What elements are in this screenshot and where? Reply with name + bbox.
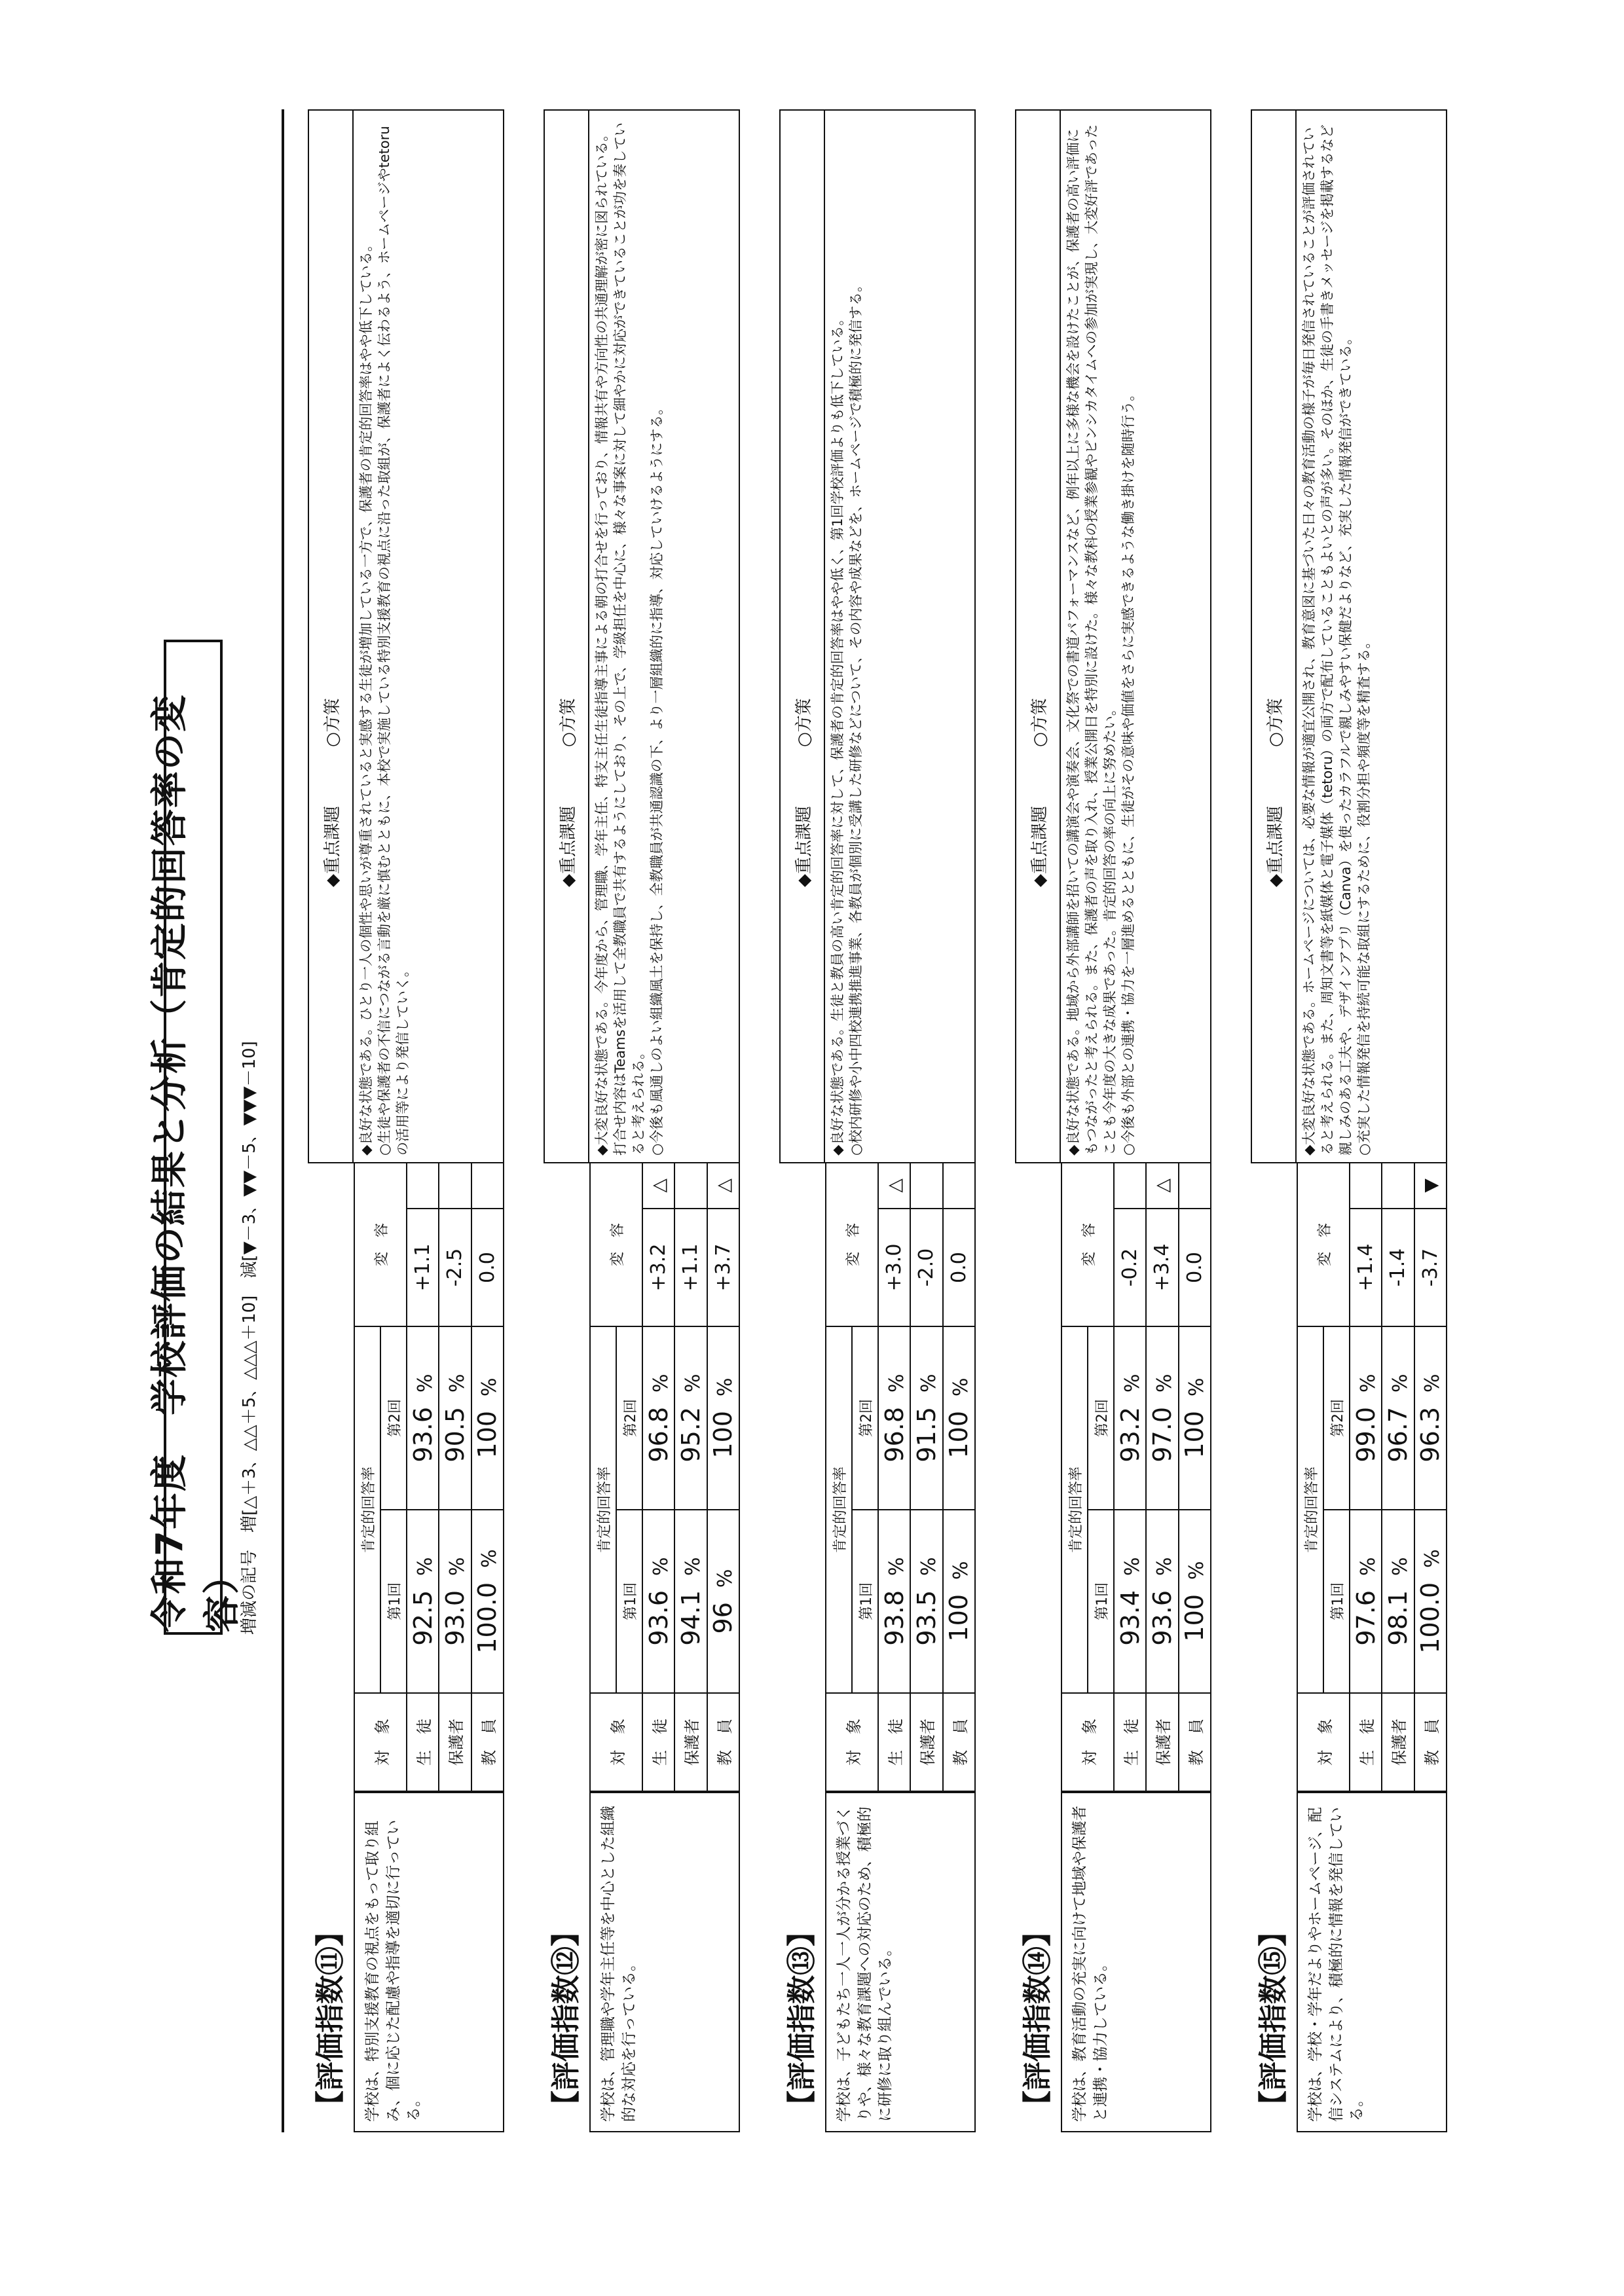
- round2-rate: 96.7%: [1382, 1326, 1414, 1510]
- analysis-header: [545, 111, 589, 1162]
- section-title: 【評価指数⑫】: [549, 1918, 583, 2119]
- table-row: [407, 1163, 439, 1791]
- policy-label: ○方策: [322, 698, 342, 747]
- analysis-paragraph: ◆良好な状態である。地域から外部講師を招いての講演会や演奏会、文化祭での書道パフォーマンスなど、例年以上に多様な機会を設けたことが、保護者の高い評価にもつながったと考えられる。また、保護者の声を取り入れ、授業公開日を特別に設けた。様々な教科の授業参観やピンシカタイムへの参加が実現し、大変好評であったことも今年度の大きな成果であった。肯定的回答の率の向上に努めたい。: [1065, 124, 1118, 1156]
- change-mark: [439, 1163, 471, 1209]
- target-label: 保護者: [674, 1693, 707, 1791]
- round2-rate: 99.0%: [1350, 1326, 1382, 1510]
- round2-header: 第2回: [616, 1326, 642, 1510]
- round1-rate: 100.0%: [471, 1510, 504, 1693]
- round1-rate: 100%: [1179, 1510, 1211, 1693]
- section-title: 【評価指数⑬】: [785, 1918, 819, 2119]
- analysis-paragraph: ◆大変良好な状態である。今年度から、管理職、学年主任、特支主任生徒指導主事による朝の打合せを行っており、情報共有や方向性の共通理解が密に図られている。打合せ内容はTeamsを活用して全教職員で共有するようにしており、その上で、学級担任を中心に、様々な事案に対して細やかに対応ができていることが功を奏していると考えられる。: [594, 122, 646, 1156]
- analysis-paragraph: ◆良好な状態である。ひとり一人の個性や思いが尊重されていると実感する生徒が増加している一方で、保護者の肯定的回答率はやや低下している。: [358, 238, 374, 1156]
- analysis-text: [354, 111, 506, 1162]
- round1-rate: 93.0%: [439, 1510, 471, 1693]
- change-value: +1.1: [407, 1209, 439, 1326]
- analysis-paragraph: ○今後も風通しのよい組織風土を保持し、全教職員が共通認識の下、より一層組織的に指導、対応していけるようにする。: [648, 401, 665, 1156]
- round2-header: 第2回: [1323, 1326, 1350, 1510]
- change-header: 変 容: [1297, 1163, 1350, 1326]
- section-description: 学校は、子どもたち一人一人が分かる授業づくりや、様々な教育課題への対応のため、積極的に研修に取り組んでいる。: [825, 1792, 976, 2132]
- rate-header: 肯定的回答率: [826, 1326, 852, 1693]
- change-symbol-legend: 増減の記号 増[△＋3、△△＋5、△△△＋10] 減[▼－3、▼▼－5、▼▼▼－10]: [240, 1041, 259, 1635]
- analysis-header: [1016, 111, 1061, 1162]
- round2-rate: 100%: [471, 1326, 504, 1510]
- round2-rate: 100%: [943, 1326, 975, 1510]
- change-header: 変 容: [826, 1163, 878, 1326]
- evaluation-section: [308, 109, 504, 2132]
- round2-rate: 97.0%: [1146, 1326, 1178, 1510]
- analysis-paragraph: ◆大変良好な状態である。ホームページについては、必要な情報が適宜公開され、教育意図に基づいた日々の教育活動の様子が毎日発信されていることが評価されていると考えられる。また、周知文書等を紙媒体と電子媒体（tetoru）の両方で配布していることもよいとの声が多い。そのほか、生徒の手書きメッセージを掲載するなど親しみのある工夫や、デザインアプリ（Canva）を使ったカラフルで親しみやすい保健だよりなど、充実した情報発信ができている。: [1301, 124, 1354, 1156]
- round2-rate: 90.5%: [439, 1326, 471, 1510]
- change-value: +3.4: [1146, 1209, 1178, 1326]
- round1-header: 第1回: [380, 1510, 407, 1693]
- change-value: +1.1: [674, 1209, 707, 1326]
- analysis-box: [1015, 109, 1211, 1163]
- issue-label: ◆重点課題: [322, 806, 342, 887]
- change-mark: [1179, 1163, 1211, 1209]
- issue-label: ◆重点課題: [558, 806, 578, 887]
- target-label: 教 員: [707, 1693, 739, 1791]
- section-title: 【評価指数⑮】: [1257, 1918, 1290, 2119]
- round2-rate: 95.2%: [674, 1326, 707, 1510]
- round1-header: 第1回: [1323, 1510, 1350, 1693]
- rate-table: [354, 1162, 504, 1792]
- target-label: 教 員: [471, 1693, 504, 1791]
- rate-table: [1061, 1162, 1211, 1792]
- table-row: [674, 1163, 707, 1791]
- round1-rate: 97.6%: [1350, 1510, 1382, 1693]
- table-row: [943, 1163, 975, 1791]
- round1-rate: 94.1%: [674, 1510, 707, 1693]
- section-description: 学校は、教育活動の充実に向けて地域や保護者と連携・協力している。: [1061, 1792, 1211, 2132]
- analysis-paragraph: ○今後も外部との連携・協力を一層進めるとともに、生徒がその意味や価値をさらに実感できるような働き掛けを随時行う。: [1120, 387, 1136, 1156]
- header-rule: [282, 109, 284, 2132]
- change-header: 変 容: [354, 1163, 407, 1326]
- section-description: 学校は、特別支援教育の視点をもって取り組み、個に応じた配慮や指導を適切に行っている。: [354, 1792, 504, 2132]
- change-mark: [471, 1163, 504, 1209]
- target-header: 対 象: [1061, 1693, 1114, 1791]
- round2-rate: 100%: [1179, 1326, 1211, 1510]
- analysis-box: [1251, 109, 1447, 1163]
- table-row: [1146, 1163, 1178, 1791]
- round2-rate: 96.8%: [642, 1326, 674, 1510]
- table-row: [1382, 1163, 1414, 1791]
- analysis-paragraph: ◆良好な状態である。生徒と教員の高い肯定的回答率に対して、保護者の肯定的回答率はやや低く、第1回学校評価よりも低下している。: [830, 312, 845, 1156]
- rate-header: 肯定的回答率: [1297, 1326, 1323, 1693]
- table-row: [1414, 1163, 1447, 1791]
- round2-rate: 96.8%: [878, 1326, 910, 1510]
- rate-table: [825, 1162, 976, 1792]
- rate-header: 肯定的回答率: [1061, 1326, 1088, 1693]
- change-value: +3.2: [642, 1209, 674, 1326]
- table-row: [1114, 1163, 1146, 1791]
- section-description: 学校は、学校・学年だよりやホームページ、配信システムにより、積極的に情報を発信している。: [1297, 1792, 1447, 2132]
- round2-header: 第2回: [852, 1326, 878, 1510]
- rate-table: [1297, 1162, 1447, 1792]
- rate-header: 肯定的回答率: [590, 1326, 616, 1693]
- evaluation-section: [544, 109, 740, 2132]
- target-label: 教 員: [1179, 1693, 1211, 1791]
- analysis-box: [308, 109, 504, 1163]
- change-value: +3.7: [707, 1209, 739, 1326]
- issue-label: ◆重点課題: [1265, 806, 1285, 887]
- change-mark: [674, 1163, 707, 1209]
- table-row: [707, 1163, 739, 1791]
- round1-rate: 93.5%: [910, 1510, 942, 1693]
- change-value: -0.2: [1114, 1209, 1146, 1326]
- analysis-box: [544, 109, 740, 1163]
- target-label: 生 徒: [1350, 1693, 1382, 1791]
- analysis-text: [825, 111, 977, 1162]
- round2-rate: 93.6%: [407, 1326, 439, 1510]
- table-row: [1179, 1163, 1211, 1791]
- round1-rate: 98.1%: [1382, 1510, 1414, 1693]
- change-mark: [1114, 1163, 1146, 1209]
- change-mark: [407, 1163, 439, 1209]
- target-label: 教 員: [943, 1693, 975, 1791]
- change-value: +1.4: [1350, 1209, 1382, 1326]
- change-value: -3.7: [1414, 1209, 1447, 1326]
- policy-label: ○方策: [1265, 698, 1285, 747]
- issue-label: ◆重点課題: [1029, 806, 1050, 887]
- section-description: 学校は、管理職や学年主任等を中心とした組織的な対応を行っている。: [589, 1792, 740, 2132]
- change-value: +3.0: [878, 1209, 910, 1326]
- change-value: 0.0: [1179, 1209, 1211, 1326]
- round1-rate: 100%: [943, 1510, 975, 1693]
- analysis-box: [779, 109, 976, 1163]
- change-value: -2.0: [910, 1209, 942, 1326]
- round1-header: 第1回: [1088, 1510, 1114, 1693]
- target-header: 対 象: [590, 1693, 642, 1791]
- change-value: -1.4: [1382, 1209, 1414, 1326]
- round2-rate: 100%: [707, 1326, 739, 1510]
- target-label: 保護者: [1146, 1693, 1178, 1791]
- round1-rate: 92.5%: [407, 1510, 439, 1693]
- round1-rate: 93.6%: [1146, 1510, 1178, 1693]
- analysis-header: [1252, 111, 1297, 1162]
- round2-rate: 91.5%: [910, 1326, 942, 1510]
- change-value: 0.0: [471, 1209, 504, 1326]
- round2-rate: 96.3%: [1414, 1326, 1447, 1510]
- policy-label: ○方策: [558, 698, 578, 747]
- table-row: [471, 1163, 504, 1791]
- analysis-text: [589, 111, 741, 1162]
- round1-rate: 93.6%: [642, 1510, 674, 1693]
- analysis-paragraph: ○充実した情報発信を持続可能な取組にするために、役割分担や頻度等を精査する。: [1356, 634, 1372, 1156]
- evaluation-section: [779, 109, 976, 2132]
- round1-rate: 96%: [707, 1510, 739, 1693]
- change-header: 変 容: [590, 1163, 642, 1326]
- target-label: 保護者: [1382, 1693, 1414, 1791]
- target-label: 生 徒: [407, 1693, 439, 1791]
- target-header: 対 象: [354, 1693, 407, 1791]
- round2-rate: 93.2%: [1114, 1326, 1146, 1510]
- target-header: 対 象: [1297, 1693, 1350, 1791]
- target-label: 保護者: [910, 1693, 942, 1791]
- target-header: 対 象: [826, 1693, 878, 1791]
- round1-rate: 93.4%: [1114, 1510, 1146, 1693]
- round1-rate: 100.0%: [1414, 1510, 1447, 1693]
- round1-header: 第1回: [616, 1510, 642, 1693]
- issue-label: ◆重点課題: [794, 806, 814, 887]
- analysis-text: [1297, 111, 1449, 1162]
- table-row: [1350, 1163, 1382, 1791]
- evaluation-section: [1251, 109, 1447, 2132]
- round1-header: 第1回: [852, 1510, 878, 1693]
- change-value: -2.5: [439, 1209, 471, 1326]
- analysis-paragraph: ○生徒や保護者の不信につながる言動を厳に慎むとともに、本校で実施している特別支援教育の視点に沿った取組が、保護者によく伝わるよう、ホームページやtetoruの活用等により発信していく。: [376, 126, 411, 1156]
- table-row: [642, 1163, 674, 1791]
- rate-header: 肯定的回答率: [354, 1326, 380, 1693]
- rate-table: [589, 1162, 740, 1792]
- change-value: 0.0: [943, 1209, 975, 1326]
- change-mark: △: [707, 1163, 739, 1209]
- target-label: 教 員: [1414, 1693, 1447, 1791]
- change-header: 変 容: [1061, 1163, 1114, 1326]
- analysis-header: [309, 111, 354, 1162]
- round2-header: 第2回: [380, 1326, 407, 1510]
- round2-header: 第2回: [1088, 1326, 1114, 1510]
- change-mark: [1350, 1163, 1382, 1209]
- target-label: 生 徒: [1114, 1693, 1146, 1791]
- target-label: 保護者: [439, 1693, 471, 1791]
- section-title: 【評価指数⑭】: [1021, 1918, 1054, 2119]
- change-mark: ▼: [1414, 1163, 1447, 1209]
- round1-rate: 93.8%: [878, 1510, 910, 1693]
- change-mark: [943, 1163, 975, 1209]
- change-mark: △: [878, 1163, 910, 1209]
- policy-label: ○方策: [794, 698, 814, 747]
- page-title: 令和7年度 学校評価の結果と分析（肯定的回答率の変容）: [164, 640, 223, 1635]
- analysis-paragraph: ○校内研修や小中四校連携推進事業、各教員が個別に受講した研修などについて、その内容や成果などを、ホームページで積極的に発信する。: [847, 278, 864, 1156]
- target-label: 生 徒: [642, 1693, 674, 1791]
- change-mark: [1382, 1163, 1414, 1209]
- analysis-header: [781, 111, 825, 1162]
- table-row: [910, 1163, 942, 1791]
- section-title: 【評価指数⑪】: [314, 1918, 347, 2119]
- change-mark: △: [1146, 1163, 1178, 1209]
- change-mark: [910, 1163, 942, 1209]
- evaluation-section: [1015, 109, 1211, 2132]
- table-row: [439, 1163, 471, 1791]
- change-mark: △: [642, 1163, 674, 1209]
- policy-label: ○方策: [1029, 698, 1050, 747]
- target-label: 生 徒: [878, 1693, 910, 1791]
- analysis-text: [1061, 111, 1213, 1162]
- table-row: [878, 1163, 910, 1791]
